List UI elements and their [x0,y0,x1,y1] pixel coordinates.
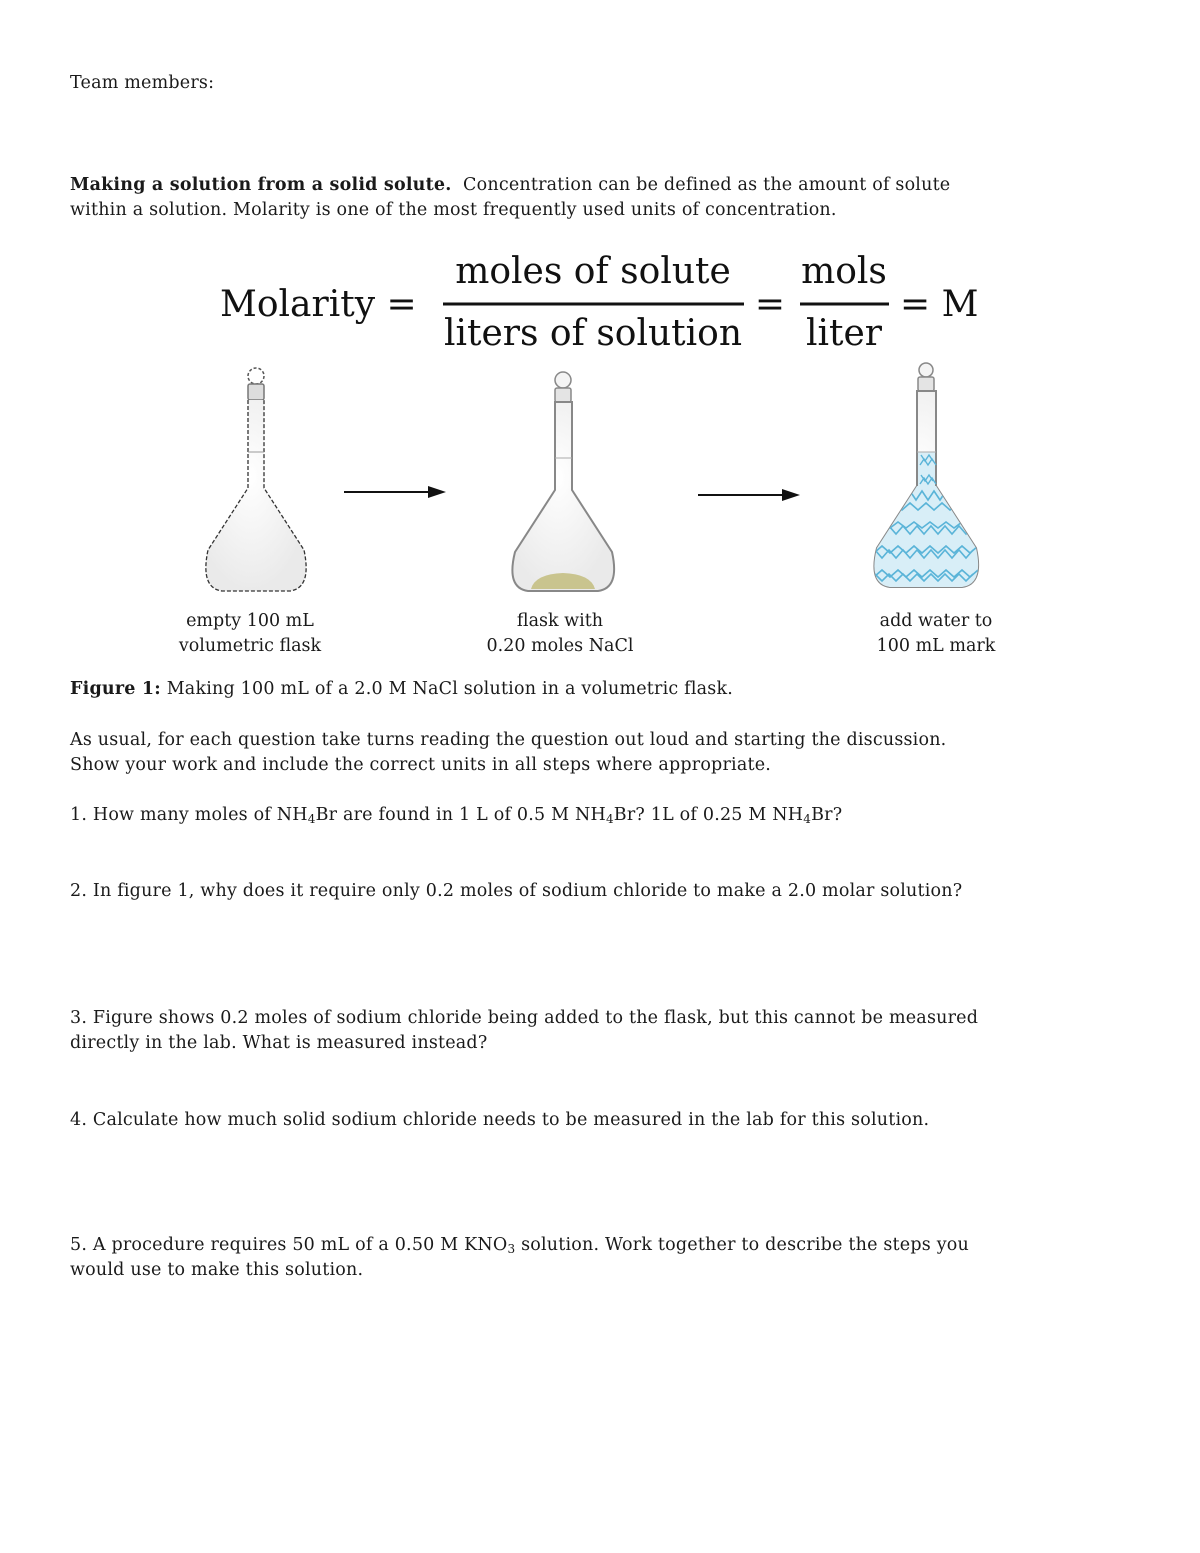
empty-flask-icon [206,368,306,591]
q1-part-a: 1. How many moles of NH [70,805,308,825]
flask-3-caption [786,609,1086,659]
molarity-formula [0,245,1200,360]
section-title: Making a solution from a solid solute. [70,175,452,195]
team-members-label: Team members: [70,73,215,93]
formula-equals: = [754,284,786,325]
flask-1-caption-line-2: volumetric flask [178,636,322,656]
instructions-line-2: Show your work and include the correct units in all steps where appropriate. [70,755,772,775]
formula-rhs: = M [900,284,979,325]
question-5-line-1 [70,1233,969,1258]
flask-3-caption-line-1: add water to [879,611,993,631]
arrow-right-icon [344,486,446,498]
instructions-line-1: As usual, for each question take turns reading the question out loud and starting the discussion. [70,730,947,750]
figure-caption-text: Making 100 mL of a 2.0 M NaCl solution in a volumetric flask. [166,679,734,699]
figure-1 [0,360,1200,600]
flask-with-water-icon [866,363,978,587]
flask-3-caption-line-2: 100 mL mark [876,636,996,656]
figure-caption-label: Figure 1: [70,679,161,699]
q1-sub-1: 4 [307,812,316,826]
q1-part-d: Br? [811,805,843,825]
q1-sub-3: 4 [803,812,812,826]
question-2: 2. In figure 1, why does it require only 0.2 moles of sodium chloride to make a 2.0 molar solution? [70,881,963,901]
question-1 [70,803,842,828]
question-4: 4. Calculate how much solid sodium chloride needs to be measured in the lab for this solution. [70,1110,930,1130]
intro-text-1: Concentration can be defined as the amount of solute [463,175,951,195]
question-3-line-1: 3. Figure shows 0.2 moles of sodium chloride being added to the flask, but this cannot be measured [70,1008,979,1028]
formula-numerator: moles of solute [455,251,731,292]
formula-num2: mols [801,251,887,292]
question-3-line-2: directly in the lab. What is measured instead? [70,1033,488,1053]
q5-part-a: 5. A procedure requires 50 mL of a 0.50 M KNO [70,1235,508,1255]
q5-sub-1: 3 [507,1242,516,1256]
flask-1-caption [100,609,400,659]
formula-denominator: liters of solution [443,313,743,354]
q1-part-b: Br are found in 1 L of 0.5 M NH [315,805,606,825]
flask-1-caption-line-1: empty 100 mL [186,611,314,631]
formula-lhs: Molarity = [220,284,417,325]
figure-caption [70,677,733,702]
flask-2-caption-line-2: 0.20 moles NaCl [486,636,634,656]
q1-sub-2: 4 [605,812,614,826]
question-5-line-2: would use to make this solution. [70,1260,364,1280]
arrow-right-icon [698,489,800,501]
formula-den2: liter [805,313,883,354]
flask-with-salt-icon [512,372,614,591]
flask-2-caption-line-1: flask with [516,611,604,631]
q1-part-c: Br? 1L of 0.25 M NH [613,805,804,825]
intro-line-1 [70,173,950,198]
q5-part-b: solution. Work together to describe the steps you [515,1235,969,1255]
intro-line-2: within a solution. Molarity is one of the most frequently used units of concentration. [70,200,837,220]
flask-2-caption [410,609,710,659]
